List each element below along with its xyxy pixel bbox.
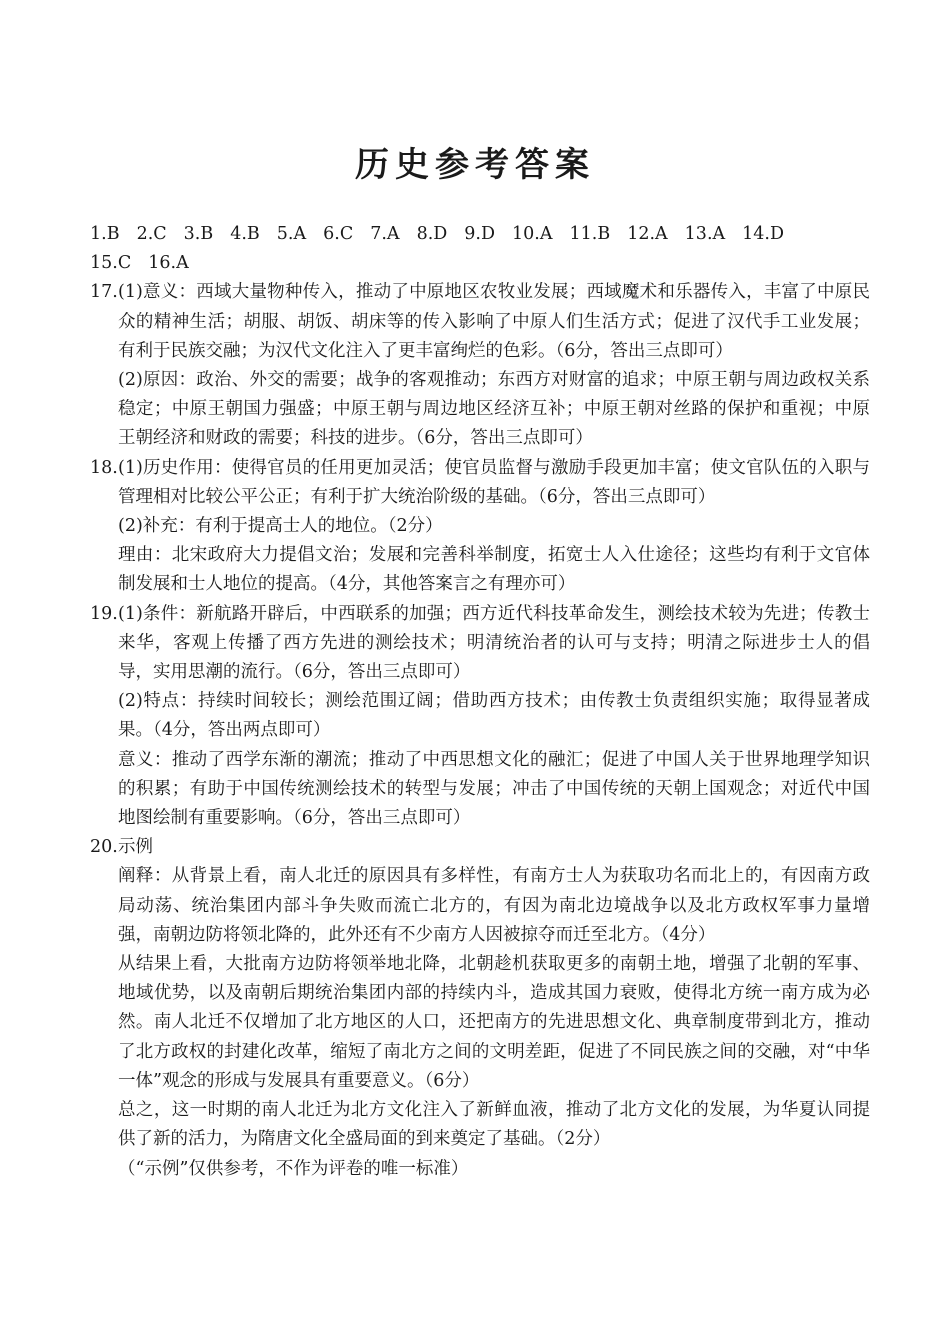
mc-answer: 11.B	[569, 224, 611, 244]
mc-answer: 10.A	[512, 224, 553, 244]
question-17	[90, 278, 870, 453]
mc-answer: 14.D	[742, 224, 785, 244]
answer-content	[90, 220, 870, 1184]
mc-answer: 15.C	[90, 253, 132, 274]
question-number: 18.	[90, 457, 118, 478]
mc-answer: 8.D	[416, 224, 448, 244]
answer-paragraph: (1)条件：新航路开辟后，中西联系的加强；西方近代科技革命发生，测绘技术较为先进；传教士来华，客观上传播了西方先进的测绘技术；明清统治者的认可与支持；明清之际进步士人的倡导，实用思潮的流行。（6分，答出三点即可）	[118, 603, 870, 683]
mc-answer: 6.C	[323, 224, 354, 244]
mc-answer: 13.A	[684, 224, 726, 244]
page-title: 历史参考答案	[355, 145, 595, 185]
answer-paragraph: (1)意义：西域大量物种传入，推动了中原地区农牧业发展；西域魔术和乐器传入，丰富了中原民众的精神生活；胡服、胡饭、胡床等的传入影响了中原人们生活方式；促进了汉代手工业发展；有利于民族交融；为汉代文化注入了更丰富绚烂的色彩。（6分，答出三点即可）	[118, 282, 870, 361]
mc-answer: 2.C	[136, 224, 167, 244]
answer-paragraph: 意义：推动了西学东渐的潮流；推动了中西思想文化的融汇；促进了中国人关于世界地理学知识的积累；有助于中国传统测绘技术的转型与发展；冲击了中国传统的天朝上国观念；对近代中国地图绘制有重要影响。（6分，答出三点即可）	[118, 749, 870, 829]
question-number: 17.	[90, 282, 118, 303]
question-number: 20.	[90, 837, 118, 858]
answer-paragraph: (2)特点：持续时间较长；测绘范围辽阔；借助西方技术；由传教士负责组织实施；取得显著成果。（4分，答出两点即可）	[118, 691, 870, 741]
question-19	[90, 600, 870, 834]
answer-paragraph: (2)补充：有利于提高士人的地位。（2分）	[118, 516, 443, 537]
example-label: 示例	[118, 837, 153, 858]
note: （“示例”仅供参考，不作为评卷的唯一标准）	[118, 1158, 469, 1179]
question-18	[90, 454, 870, 600]
mc-answers-line-1	[90, 220, 870, 249]
mc-answer: 9.D	[464, 224, 496, 244]
answer-paragraph: 总之，这一时期的南人北迁为北方文化注入了新鲜血液，推动了北方文化的发展，为华夏认同提供了新的活力，为隋唐文化全盛局面的到来奠定了基础。（2分）	[118, 1100, 870, 1150]
question-number: 19.	[90, 603, 118, 624]
mc-answers-line-2	[90, 249, 870, 278]
mc-answer: 4.B	[230, 224, 260, 244]
mc-answer: 1.B	[90, 224, 120, 244]
mc-answer: 7.A	[370, 224, 400, 244]
mc-answer: 16.A	[148, 253, 189, 274]
answer-paragraph: 理由：北宋政府大力提倡文治；发展和完善科举制度，拓宽士人入仕途径；这些均有利于文官体制发展和士人地位的提高。（4分，其他答案言之有理亦可）	[118, 545, 870, 595]
mc-answer: 3.B	[183, 224, 214, 244]
mc-answer: 5.A	[276, 224, 307, 244]
question-20	[90, 833, 870, 1183]
answer-paragraph: 阐释：从背景上看，南人北迁的原因具有多样性，有南方士人为获取功名而北上的，有因南方政局动荡、统治集团内部斗争失败而流亡北方的，有因为南北边境战争以及北方政权军事力量增强，南朝边防将领北降的，此外还有不少南方人因被掠夺而迁至北方。（4分）	[118, 866, 870, 945]
mc-answer: 12.A	[627, 224, 668, 244]
answer-paragraph: (2)原因：政治、外交的需要；战争的客观推动；东西方对财富的追求；中原王朝与周边政权关系稳定；中原王朝国力强盛；中原王朝与周边地区经济互补；中原王朝对丝路的保护和重视；中原王朝经济和财政的需要；科技的进步。（6分，答出三点即可）	[118, 370, 870, 449]
answer-paragraph: (1)历史作用：使得官员的任用更加灵活；使官员监督与激励手段更加丰富；使文官队伍的入职与管理相对比较公平公正；有利于扩大统治阶级的基础。（6分，答出三点即可）	[118, 457, 870, 507]
answer-paragraph: 从结果上看，大批南方边防将领举地北降，北朝趁机获取更多的南朝土地，增强了北朝的军事、地域优势，以及南朝后期统治集团内部的持续内斗，造成其国力衰败，使得北方统一南方成为必然。南人北迁不仅增加了北方地区的人口，还把南方的先进思想文化、典章制度带到北方，推动了北方政权的封建化改革，缩短了南北方之间的文明差距，促进了不同民族之间的交融，对“中华一体”观念的形成与发展具有重要意义。（6分）	[118, 954, 870, 1091]
